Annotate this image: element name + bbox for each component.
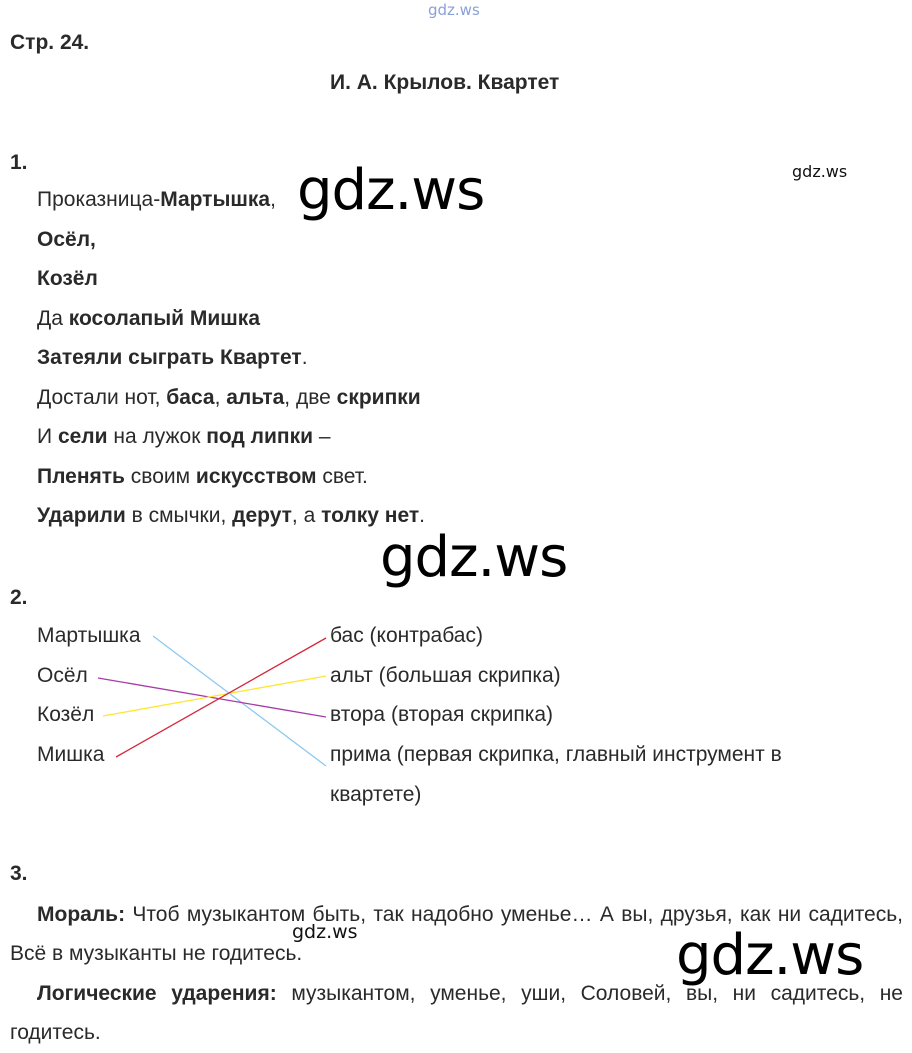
poem-fragment: ,	[270, 188, 276, 211]
poem-bold-fragment: под липки	[206, 425, 313, 448]
poem-bold-fragment: косолапый Мишка	[68, 306, 260, 330]
moral-label: Мораль:	[37, 903, 126, 926]
poem-fragment: на лужок	[107, 425, 207, 448]
poem-bold-fragment: Затеяли сыграть Квартет	[37, 346, 302, 369]
match-line-mishka-bas	[116, 638, 326, 757]
poem-fragment: , а	[291, 504, 322, 527]
watermark-small-right: gdz.ws	[792, 162, 848, 181]
watermark-big-1: gdz.ws	[297, 158, 485, 223]
poem-fragment: –	[313, 425, 331, 448]
poem-bold-fragment: скрипки	[336, 385, 421, 409]
poem-bold-fragment: баса	[166, 385, 215, 409]
poem-fragment: свет.	[316, 464, 368, 488]
watermark-top: gdz.ws	[428, 1, 480, 19]
task2-number: 2.	[10, 586, 28, 609]
poem-bold-fragment: искусством	[195, 464, 317, 488]
poem-bold-fragment: Ударили	[37, 504, 126, 527]
poem-fragment: .	[419, 504, 426, 527]
stress-text: музыкантом, уменье, уши, Соловей, вы, ни садитесь, не годитесь.	[10, 982, 903, 1044]
moral-text: Чтоб музыкантом быть, так надобно уменье… А вы, друзья, как ни садитесь, Всё в музыканты не годитесь.	[10, 903, 903, 965]
left-item-osel: Осёл	[37, 664, 88, 687]
poem-bold-fragment: Пленять	[37, 464, 125, 488]
right-item-bas: бас (контрабас)	[330, 624, 483, 647]
page-title: И. А. Крылов. Квартет	[330, 71, 560, 94]
watermark-big-3: gdz.ws	[676, 923, 864, 988]
task3-number: 3.	[10, 862, 28, 885]
poem-bold-fragment: толку нет	[321, 504, 420, 527]
poem-fragment: , две	[284, 385, 337, 409]
stress-paragraph	[10, 974, 903, 1052]
stress-label: Логические ударения:	[37, 982, 277, 1005]
watermark-small-bottom: gdz.ws	[292, 921, 358, 943]
poem-bold-fragment: Мартышка	[160, 188, 271, 211]
poem-fragment: Да	[37, 306, 69, 330]
poem-fragment: ,	[214, 385, 227, 409]
poem-fragment: .	[301, 346, 308, 369]
poem-fragment: И	[37, 425, 58, 448]
poem-bold-fragment: дерут	[232, 504, 292, 527]
poem-bold-fragment: альта	[226, 385, 285, 409]
left-item-kozel: Козёл	[37, 703, 95, 726]
watermark-big-2: gdz.ws	[380, 525, 568, 590]
poem-bold-fragment: Осёл,	[37, 227, 96, 251]
match-line-martyshka-prima	[153, 636, 326, 766]
poem-bold-fragment: Козёл	[37, 267, 98, 290]
poem-fragment: своим	[124, 464, 196, 488]
poem-fragment: Достали нот,	[37, 385, 167, 409]
right-item-vtora: втора (вторая скрипка)	[330, 703, 554, 726]
left-item-mishka: Мишка	[37, 743, 105, 766]
page-label: Стр. 24.	[10, 31, 90, 54]
right-item-alt: альт (большая скрипка)	[330, 664, 561, 687]
right-item-prima-cont: квартете)	[330, 783, 422, 806]
poem-fragment: Проказница-	[37, 188, 161, 211]
left-item-martyshka: Мартышка	[37, 624, 141, 647]
poem-bold-fragment: сели	[57, 425, 108, 448]
right-item-prima: прима (первая скрипка, главный инструмент в	[330, 743, 782, 766]
poem-fragment: в смычки,	[125, 504, 233, 527]
task1-number: 1.	[10, 151, 28, 174]
